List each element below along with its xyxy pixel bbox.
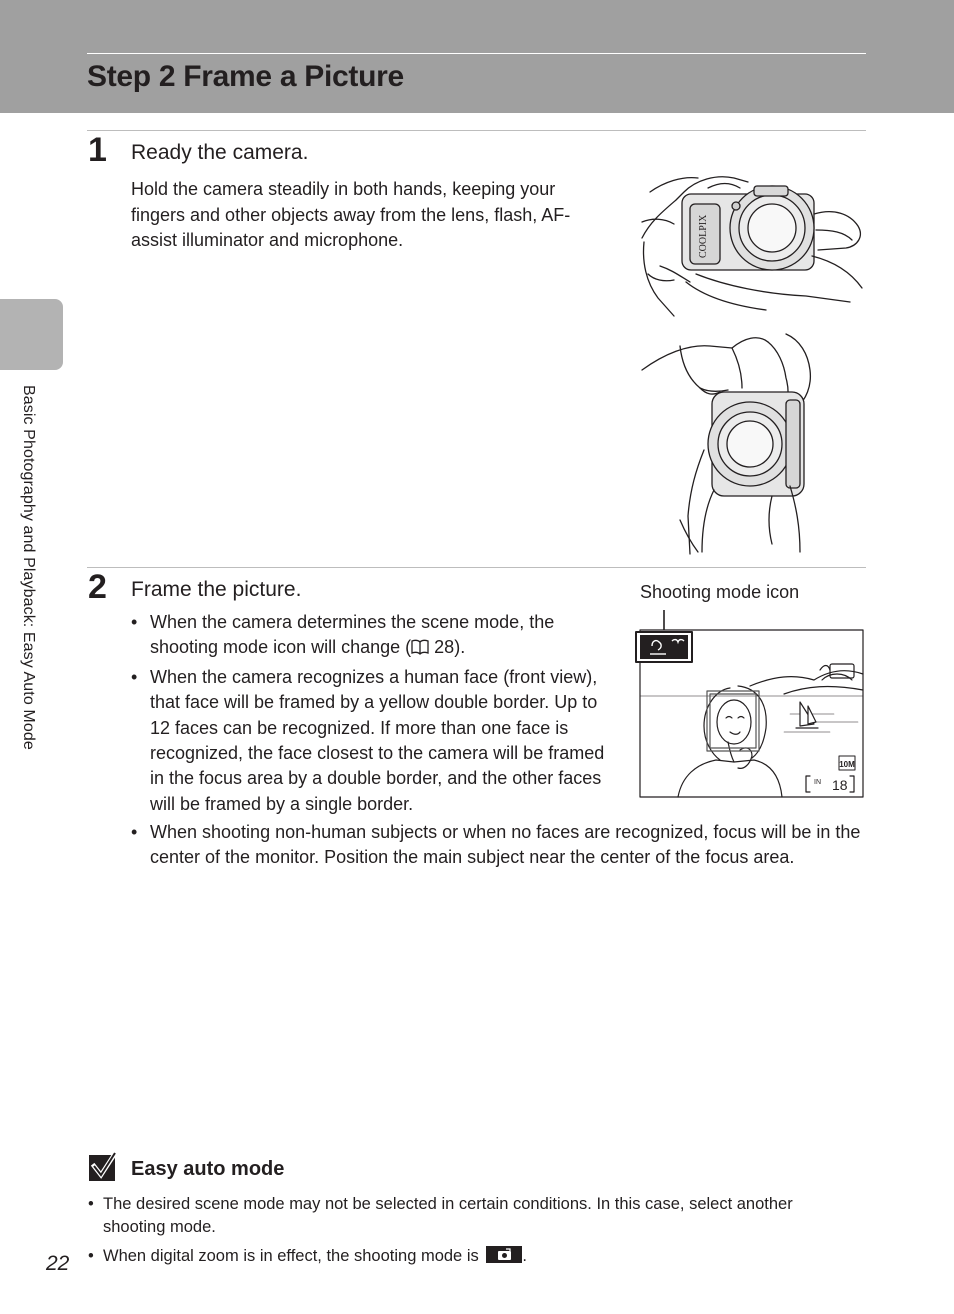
check-note-icon xyxy=(88,1152,118,1182)
step2-bullet-scene xyxy=(131,610,613,661)
note-item-text: When digital zoom is in effect, the shooting mode is xyxy=(103,1247,479,1265)
step1-body: Hold the camera steadily in both hands, keeping your fingers and other objects away from the lens, flash, AF-assist illuminator and microphone. xyxy=(131,179,571,250)
section-tab xyxy=(0,299,63,370)
step2-bullets-narrow xyxy=(131,610,613,821)
note-list xyxy=(88,1193,858,1274)
note-item-scene-mode: • The desired scene mode may not be selected in certain conditions. In this case, select another shooting mode. xyxy=(88,1193,858,1239)
shooting-mode-icon-callout: Shooting mode icon xyxy=(640,582,800,602)
step2-bullet-face: • When the camera recognizes a human face (front view), that face will be framed by a yellow double border. Up to 12 faces can be recognized. If more than one face is recognized, the face closest to the camera will be framed in the focus area by a double border, and the other faces will be framed by a single border. xyxy=(131,665,613,817)
monitor-screen-illustration xyxy=(634,610,866,802)
step1-divider xyxy=(87,130,866,131)
step2-bullets-wide xyxy=(131,820,871,875)
section-tab-label: Basic Photography and Playback: Easy Auto Mode xyxy=(20,385,37,750)
camera-grip-illustration xyxy=(640,330,815,558)
bullet-text-end: ). xyxy=(454,637,466,658)
step2-divider xyxy=(87,567,866,568)
step1-title: Ready the camera. xyxy=(131,141,309,164)
step2-title: Frame the picture. xyxy=(131,578,302,601)
remaining-shots-counter: 18 xyxy=(832,777,848,793)
memory-indicator: IN xyxy=(814,779,821,786)
book-reference-icon xyxy=(411,639,429,655)
image-size-indicator: 10M xyxy=(839,760,855,769)
auto-mode-icon xyxy=(486,1246,522,1263)
camera-front-illustration xyxy=(636,170,868,320)
camera-brand-label: COOLPIX xyxy=(698,214,709,258)
step2-number: 2 xyxy=(88,568,107,606)
bullet-text: When the camera determines the scene mode, the shooting mode icon will change ( xyxy=(150,612,555,658)
page-reference: 28 xyxy=(434,637,455,658)
page-title: Step 2 Frame a Picture xyxy=(87,60,404,93)
header-band xyxy=(0,0,954,113)
header-rule xyxy=(87,53,866,54)
step1-number: 1 xyxy=(88,131,107,169)
page-number: 22 xyxy=(46,1252,70,1275)
step2-bullet-nonhuman: • When shooting non-human subjects or when no faces are recognized, focus will be in the center of the monitor. Position the main subject near the center of the focus area. xyxy=(131,820,871,871)
note-title: Easy auto mode xyxy=(131,1158,285,1180)
note-item-digital-zoom: • When digital zoom is in effect, the shooting mode is . xyxy=(88,1245,858,1268)
